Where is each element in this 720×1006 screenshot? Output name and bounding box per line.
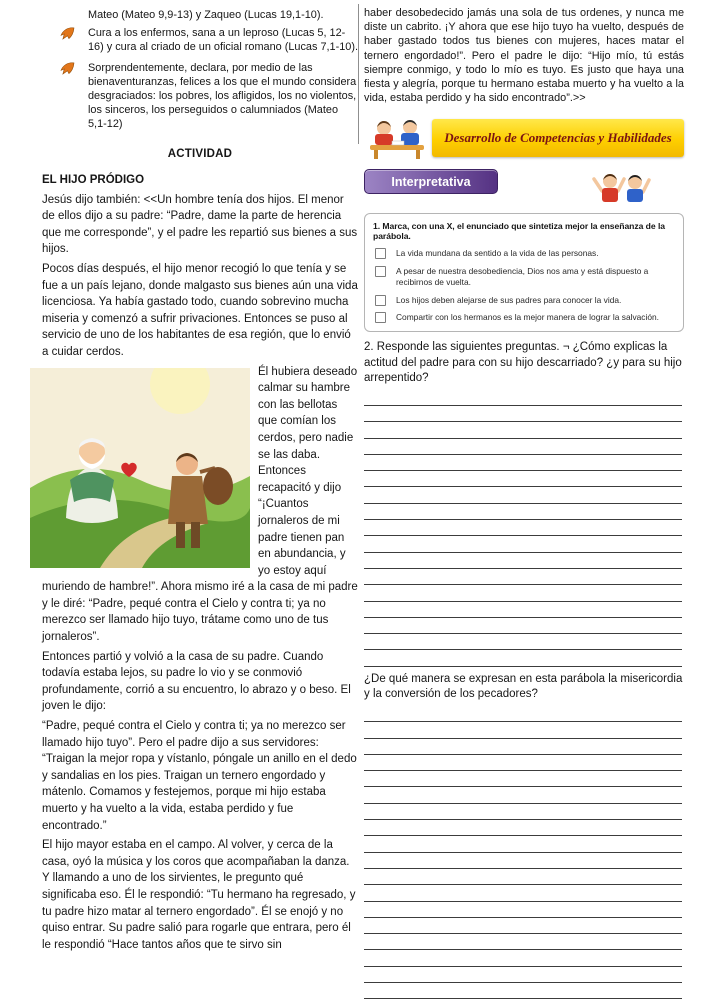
- option-label: La vida mundana da sentido a la vida de las personas.: [396, 248, 599, 259]
- paragraph: Entonces partió y volvió a la casa de su padre. Cuando todavía estaba lejos, su padre lo vio y se conmovió profundamente, corrió a su encuentro, lo abrazo y o beso. El joven le dijo:: [42, 650, 351, 713]
- answer-line: [364, 983, 682, 999]
- answer-line: [364, 804, 682, 820]
- kids-at-desk-illustration: [364, 115, 430, 161]
- orange-arrow-bullet-icon: [60, 62, 75, 75]
- option-label: Compartir con los hermanos es la mejor manera de lograr la salvación.: [396, 312, 659, 323]
- answer-line: [364, 422, 682, 438]
- checkbox[interactable]: [375, 312, 386, 323]
- competencias-banner: [432, 119, 684, 157]
- answer-lines-q3: [364, 706, 684, 999]
- interpretativa-row: [364, 167, 684, 211]
- answer-line: [364, 439, 682, 455]
- answer-line: [364, 504, 682, 520]
- answer-line: [364, 569, 682, 585]
- interpretativa-badge: Interpretativa: [364, 169, 498, 194]
- answer-line: [364, 739, 682, 755]
- answer-line: [364, 820, 682, 836]
- answer-line: [364, 722, 682, 738]
- paragraph: Pocos días después, el hijo menor recogió lo que tenía y se fue a un país lejano, donde malgasto sus bienes aún una vida licenciosa. Ya había gastado todo, cuando sobrevino mucha miseria y comenzó a sufrir privaciones. Entonces se puso al servicio de uno de los habitantes de esa región, que lo envió a cuidar cerdos.: [42, 263, 358, 358]
- answer-line: [364, 869, 682, 885]
- answer-line: [364, 787, 682, 803]
- kids-cheering-illustration: [590, 167, 652, 211]
- paragraph-text: Él hubiera deseado calmar su hambre con las bellotas que comían los cerdos, pero nadie se las daba. Entonces recapacitó y dijo “¡Cuantos jornaleros de mi padre tienen pan en abundancia, y yo estoy aquí muriendo de hambre!”. Ahora mismo iré a la casa de mi padre y le diré: “Padre, pequé contra el Cielo y contra ti; ya no merezco ser llamado hijo tuyo, trátame como uno de tus jornaleros”.: [42, 365, 358, 644]
- answer-line: [364, 553, 682, 569]
- left-column: [42, 8, 358, 956]
- answer-line: [364, 950, 682, 966]
- answer-line: [364, 885, 682, 901]
- answer-line: [364, 602, 682, 618]
- answer-line: [364, 536, 682, 552]
- option-label: A pesar de nuestra desobediencia, Dios nos ama y está dispuesto a recibirnos de vuelta.: [396, 265, 649, 288]
- checkbox[interactable]: [375, 248, 386, 259]
- story-title: EL HIJO PRÓDIGO: [42, 173, 145, 186]
- paragraph: Jesús dijo también: <<Un hombre tenía dos hijos. El menor de ellos dijo a su padre: “Padre, dame la parte de herencia que me corresponde”, y el padre les repartió sus bienes a sus hijos.: [42, 193, 358, 256]
- option-row: [373, 312, 675, 324]
- bullet-item: [88, 61, 358, 132]
- paragraph: “Padre, pequé contra el Cielo y contra ti; ya no merezco ser llamado hijo tuyo”. Pero el padre dijo a sus servidores: “Traigan la mejor ropa y vístanlo, póngale un anillo en el dedo y sandalias en los pies. Traigan un ternero engordado y mátenlo. Comamos y festejemos, porque mi hijo estaba muerto y ha vuelto a la vida, estaba perdido y fue encontrado.”: [42, 720, 357, 832]
- answer-lines-q2: [364, 390, 684, 667]
- answer-line: [364, 585, 682, 601]
- option-row: [373, 248, 675, 260]
- prodigal-son-illustration: [30, 368, 250, 568]
- answer-line: [364, 836, 682, 852]
- activity-heading: ACTIVIDAD: [167, 147, 233, 160]
- question-2-text: 2. Responde las siguientes preguntas. ¬ ¿Cómo explicas la actitud del padre para con su hijo descarriado? ¿y para su hijo arrepentido?: [364, 340, 682, 385]
- answer-line: [364, 520, 682, 536]
- option-label: Los hijos deben alejarse de sus padres para conocer la vida.: [396, 294, 622, 305]
- right-column: [364, 6, 684, 999]
- answer-line: [364, 634, 682, 650]
- answer-line: [364, 967, 682, 983]
- answer-line: [364, 934, 682, 950]
- answer-line: [364, 853, 682, 869]
- answer-line: [364, 918, 682, 934]
- paragraph-with-illustration: [42, 364, 358, 646]
- intro-continuation: Mateo (Mateo 9,9-13) y Zaqueo (Lucas 19,1-10).: [88, 9, 324, 21]
- checkbox[interactable]: [375, 295, 386, 306]
- banner-title: Desarrollo de Competencias y Habilidades: [444, 130, 672, 146]
- answer-line: [364, 771, 682, 787]
- answer-line: [364, 618, 682, 634]
- column-divider: [358, 4, 359, 144]
- answer-line: [364, 706, 682, 722]
- option-row: [373, 295, 675, 307]
- checkbox[interactable]: [375, 266, 386, 277]
- paragraph: El hijo mayor estaba en el campo. Al volver, y cerca de la casa, oyó la música y los coros que acompañaban la danza. Y llamando a uno de los sirvientes, le pregunto qué significaba eso. Él le respondió: “Tu hermano ha regresado, y tu padre hizo matar al ternero engordado”. Él se enojó y no quiso entrar. Su padre salió para rogarle que entrara, pero él le respondió “Hace tantos años que te sirvo sin: [42, 839, 356, 951]
- bullet-item: [88, 26, 358, 54]
- answer-line: [364, 406, 682, 422]
- question-1-box: [364, 213, 684, 332]
- bullet-text: Sorprendentemente, declara, por medio de las bienaventuranzas, felices a los que el mundo considera desgraciados: los pobres, los afligidos, los no violentos, los sinceros, los perseguidos o calumniados (Mateo 5,1-12): [88, 61, 357, 131]
- question-3-text: ¿De qué manera se expresan en esta parábola la misericordia y la conversión de los pecadores?: [364, 672, 683, 701]
- answer-line: [364, 471, 682, 487]
- orange-arrow-bullet-icon: [60, 27, 75, 40]
- question-1-title: 1. Marca, con una X, el enunciado que sintetiza mejor la enseñanza de la parábola.: [373, 221, 666, 242]
- option-row: [373, 266, 675, 289]
- answer-line: [364, 902, 682, 918]
- answer-line: [364, 755, 682, 771]
- competencias-banner-row: [364, 115, 684, 161]
- story-continuation-paragraph: haber desobedecido jamás una sola de tus ordenes, y nunca me diste un cabrito. ¡Y ahora que ese hijo tuyo ha vuelto, después de haber gastado todos tus bienes con mujeres, haces matar el ternero engordado!”. Pero el padre le dijo: “Hijo mío, tú estás siempre conmigo, y todo lo mío es tuyo. Es justo que haya una fiesta y alegría, porque tu hermano estaba muerto y ha vuelto a la vida, estaba perdido y ha sido encontrado”.>>: [364, 7, 684, 105]
- answer-line: [364, 650, 682, 666]
- answer-line: [364, 487, 682, 503]
- answer-line: [364, 390, 682, 406]
- answer-line: [364, 455, 682, 471]
- bullet-text: Cura a los enfermos, sana a un leproso (Lucas 5, 12-16) y cura al criado de un oficial romano (Lucas 7,1-10).: [88, 27, 358, 54]
